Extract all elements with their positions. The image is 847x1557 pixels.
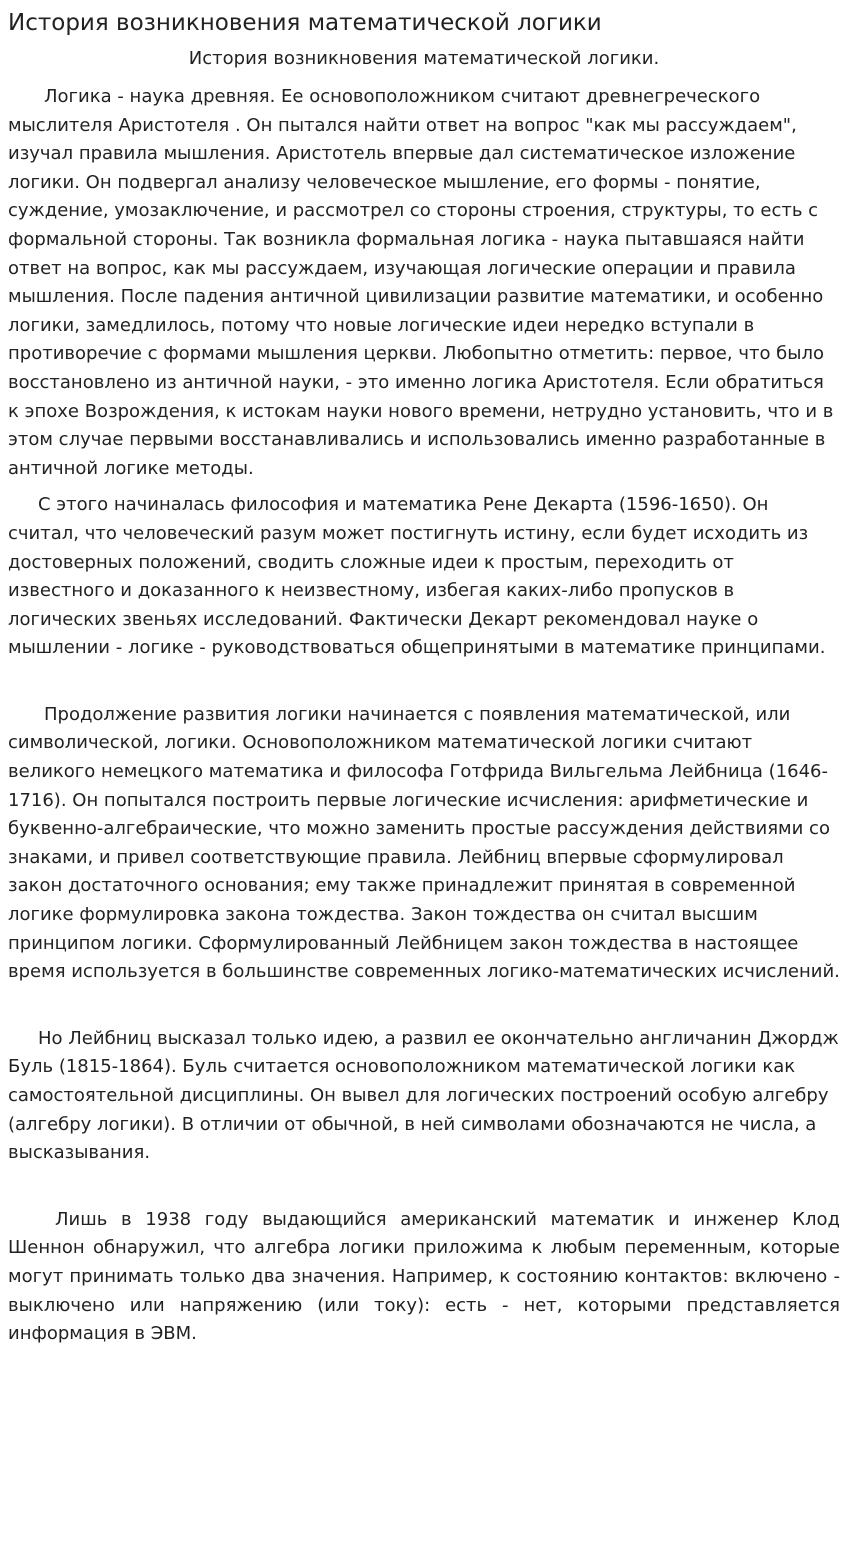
page-title: История возникновения математической логики <box>8 10 602 36</box>
page-content <box>8 0 840 1349</box>
paragraph-boole: Но Лейбниц высказал только идею, а развил ее окончательно англичанин Джордж Буль (1815-1864). Буль считается основоположником математической логики как самостоятельной дисциплины. Он вывел для логических построений особую алгебру (алгебру логики). В отличии от обычной, в ней символами обозначаются не числа, а высказывания. <box>8 1027 839 1164</box>
document-subtitle: История возникновения математической логики. <box>188 48 660 69</box>
paragraph-shannon: Лишь в 1938 году выдающийся американский математик и инженер Клод Шеннон обнаружил, что алгебра логики приложима к любым переменным, которые могут принимать только два значения. Например, к состоянию контактов: включено - выключено или напряжению (или току): есть - нет, которыми представляется информация в ЭВМ. <box>8 1208 840 1345</box>
paragraph-aristotle: Логика - наука древняя. Ее основоположником считают древнегреческого мыслителя Аристотеля . Он пытался найти ответ на вопрос "как мы рассуждаем", изучал правила мышления. Аристотель впервые дал систематическое изложение логики. Он подвергал анализу человеческое мышление, его формы - понятие, суждение, умозаключение, и рассмотрел со стороны строения, структуры, то есть с формальной стороны. Так возникла формальная логика - наука пытавшаяся найти ответ на вопрос, как мы рассуждаем, изучающая логические операции и правила мышления. После падения античной цивилизации развитие математики, и особенно логики, замедлилось, потому что новые логические идеи нередко вступали в противоречие с формами мышления церкви. Любопытно отметить: первое, что было восстановлено из античной науки, - это именно логика Аристотеля. Если обратиться к эпохе Возрождения, к истокам науки нового времени, нетрудно установить, что и в этом случае первыми восстанавливались и использовались именно разработанные в античной логике методы. <box>8 86 834 479</box>
paragraph-descartes: С этого начиналась философия и математика Рене Декарта (1596-1650). Он считал, что человеческий разум может постигнуть истину, если будет исходить из достоверных положений, сводить сложные идеи к простым, переходить от известного и доказанного к неизвестному, избегая каких-либо пропусков в логических звеньях исследований. Фактически Декарт рекомендовал науке о мышлении - логике - руководствоваться общепринятыми в математике принципами. <box>8 494 826 659</box>
paragraph-leibniz: Продолжение развития логики начинается с появления математической, или символической, логики. Основоположником математической логики считают великого немецкого математика и философа Готфрида Вильгельма Лейбница (1646-1716). Он попытался построить первые логические исчисления: арифметические и буквенно-алгебраические, что можно заменить простые рассуждения действиями со знаками, и привел соответствующие правила. Лейбниц впервые сформулировал закон достаточного основания; ему также принадлежит принятая в современной логике формулировка закона тождества. Закон тождества он считал высшим принципом логики. Сформулированный Лейбницем закон тождества в настоящее время используется в большинстве современных логико-математических исчислений. <box>8 703 840 983</box>
